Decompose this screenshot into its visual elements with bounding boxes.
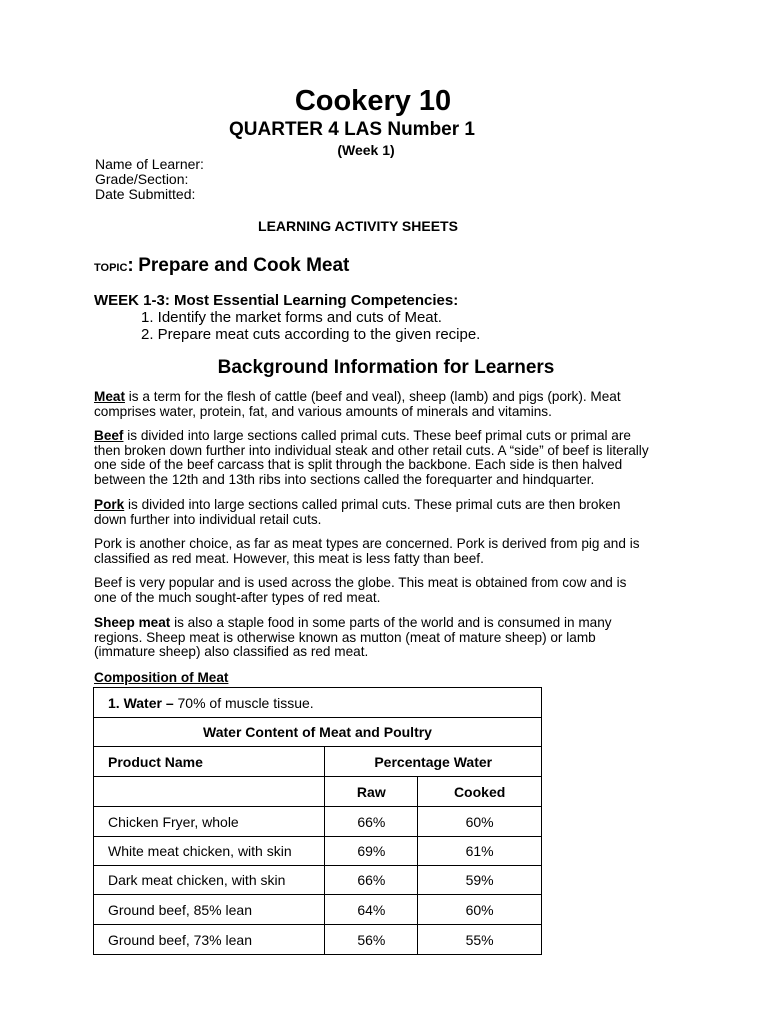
table-title: Water Content of Meat and Poultry	[94, 718, 542, 747]
paragraph-line: one of the much sought-after types of red meat.	[94, 589, 381, 605]
date-submitted-field: Date Submitted:	[95, 186, 196, 202]
topic-line	[94, 255, 349, 277]
paragraph-line: (immature sheep) also classified as red meat.	[94, 644, 369, 660]
table-header-row	[94, 747, 542, 777]
term-meat: Meat	[94, 389, 125, 404]
table-subheader-row	[94, 777, 542, 807]
paragraph-line: classified as red meat. However, this meat is less fatty than beef.	[94, 550, 484, 566]
learner-name-field: Name of Learner:	[95, 156, 204, 172]
product-cell: Chicken Fryer, whole	[94, 807, 325, 837]
paragraph-meat	[94, 390, 674, 419]
raw-cell: 56%	[325, 925, 418, 955]
col-header-cooked: Cooked	[418, 777, 542, 807]
paragraph-beef	[94, 429, 674, 487]
term-beef: Beef	[94, 428, 124, 443]
paragraph-line: is a term for the flesh of cattle (beef and veal), sheep (lamb) and pigs (pork). Meat	[124, 389, 621, 404]
week-label: (Week 1)	[337, 142, 395, 158]
topic-text: Prepare and Cook Meat	[138, 255, 350, 276]
topic-colon: :	[127, 255, 134, 276]
water-item-row	[94, 688, 542, 718]
paragraph-line: is divided into large sections called primal cuts. These primal cuts are then broken	[124, 497, 621, 512]
paragraph-line: between the 12th and 13th ribs into sections called the forequarter and hindquarter.	[94, 471, 595, 487]
paragraph-line: Pork is another choice, as far as meat types are concerned. Pork is derived from pig and is	[94, 536, 640, 551]
paragraph-pork	[94, 498, 674, 527]
page-subtitle: QUARTER 4 LAS Number 1	[229, 119, 475, 140]
competency-item: 2. Prepare meat cuts according to the given recipe.	[141, 326, 481, 343]
paragraph-pork-type	[94, 537, 674, 566]
col-header-product: Product Name	[94, 747, 325, 777]
background-heading: Background Information for Learners	[217, 357, 555, 378]
raw-cell: 66%	[325, 866, 418, 895]
paragraph-line: down further into individual retail cuts.	[94, 511, 322, 527]
competencies-heading: WEEK 1-3: Most Essential Learning Competencies:	[94, 292, 459, 309]
raw-cell: 69%	[325, 837, 418, 866]
paragraph-sheep-meat	[94, 616, 674, 660]
paragraph-line: Beef is very popular and is used across the globe. This meat is obtained from cow and is	[94, 575, 627, 590]
paragraph-line: then broken down further into individual steak and other retail cuts. A “side” of beef is literally	[94, 442, 649, 458]
paragraph-beef-popular	[94, 576, 674, 605]
cooked-cell: 60%	[418, 807, 542, 837]
product-cell: Dark meat chicken, with skin	[94, 866, 325, 895]
paragraph-line: is divided into large sections called primal cuts. These beef primal cuts or primal are	[123, 428, 631, 443]
table-row	[94, 925, 542, 955]
product-cell: Ground beef, 73% lean	[94, 925, 325, 955]
paragraph-line: regions. Sheep meat is otherwise known as mutton (meat of mature sheep) or lamb	[94, 629, 596, 645]
paragraph-line: comprises water, protein, fat, and various amounts of minerals and vitamins.	[94, 403, 552, 419]
raw-cell: 64%	[325, 895, 418, 925]
competency-item: 1. Identify the market forms and cuts of Meat.	[141, 309, 442, 326]
raw-cell: 66%	[325, 807, 418, 837]
table-row	[94, 895, 542, 925]
table-row	[94, 866, 542, 895]
page-title: Cookery 10	[294, 85, 452, 117]
cooked-cell: 55%	[418, 925, 542, 955]
paragraph-line: is also a staple food in some parts of the world and is consumed in many	[170, 615, 612, 630]
product-cell: White meat chicken, with skin	[94, 837, 325, 866]
section-label: LEARNING ACTIVITY SHEETS	[258, 218, 458, 234]
term-pork: Pork	[94, 497, 125, 512]
cooked-cell: 59%	[418, 866, 542, 895]
col-header-raw: Raw	[325, 777, 418, 807]
table-title-row	[94, 718, 542, 747]
water-item-label: 1. Water –	[108, 694, 174, 711]
cooked-cell: 61%	[418, 837, 542, 866]
water-item-text: 70% of muscle tissue.	[173, 694, 314, 711]
col-header-percentage: Percentage Water	[325, 747, 542, 777]
table-row	[94, 807, 542, 837]
product-cell: Ground beef, 85% lean	[94, 895, 325, 925]
cooked-cell: 60%	[418, 895, 542, 925]
topic-label: TOPIC	[94, 262, 128, 274]
term-sheep-meat: Sheep meat	[94, 615, 171, 630]
water-content-table	[93, 687, 542, 955]
composition-heading: Composition of Meat	[94, 670, 229, 685]
empty-header-cell	[94, 777, 325, 807]
paragraph-line: one side of the beef carcass that is split through the backbone. Each side is then halved	[94, 457, 623, 473]
grade-section-field: Grade/Section:	[95, 171, 189, 187]
water-item-cell	[94, 688, 542, 718]
table-row	[94, 837, 542, 866]
